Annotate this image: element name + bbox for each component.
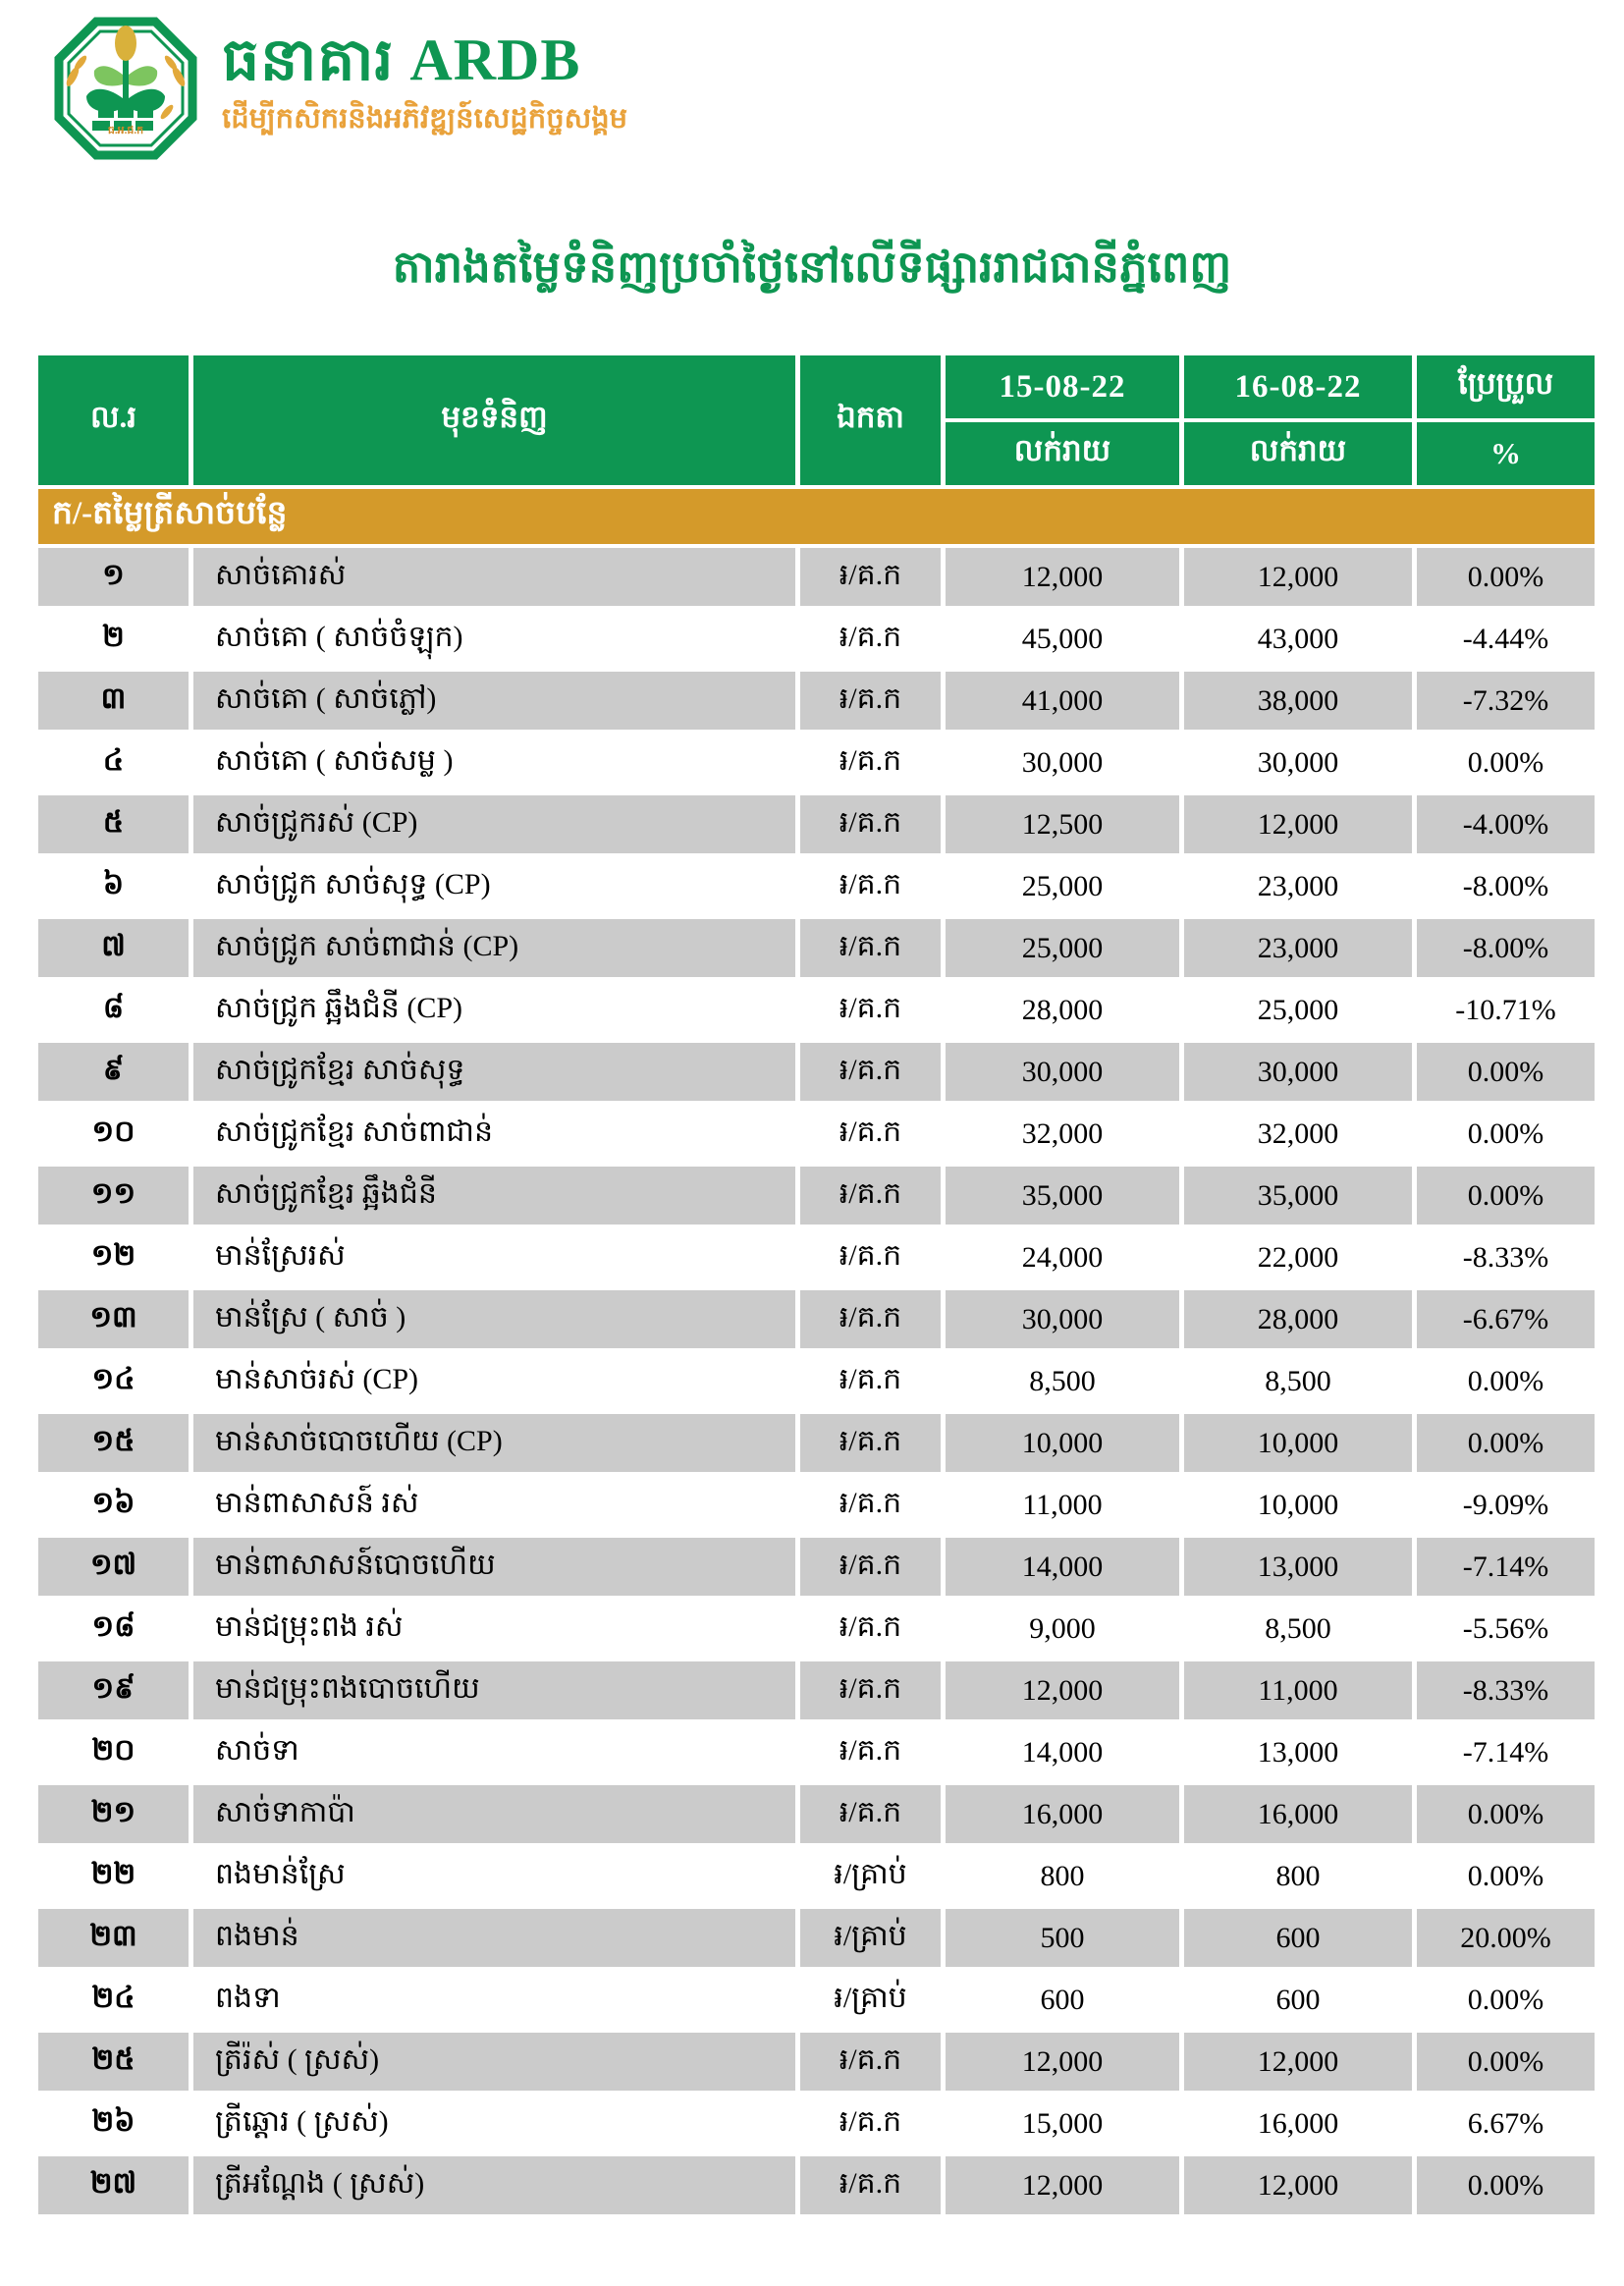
- row-unit: ៛/គ.ក: [800, 672, 941, 730]
- header-date-2: 16-08-22: [1184, 355, 1412, 418]
- row-number: ៦: [38, 857, 189, 915]
- row-price-date1: 28,000: [946, 981, 1179, 1039]
- row-number: ២១: [38, 1785, 189, 1843]
- row-price-date2: 22,000: [1184, 1228, 1412, 1286]
- brand-tagline: ដើម្បីកសិករនិងអភិវឌ្ឍន៍សេដ្ឋកិច្ចសង្គម: [222, 103, 628, 135]
- row-item-name: មាន់ពាសាសន៍ រស់: [193, 1476, 795, 1534]
- logo-badge-text: ធ.អ.ជ.ក: [107, 125, 144, 136]
- row-price-date2: 8,500: [1184, 1600, 1412, 1658]
- row-change-pct: -8.00%: [1417, 919, 1595, 977]
- row-change-pct: -7.32%: [1417, 672, 1595, 730]
- row-price-date2: 12,000: [1184, 548, 1412, 606]
- row-change-pct: 0.00%: [1417, 1971, 1595, 2029]
- table-row: [38, 1538, 1595, 1596]
- row-price-date1: 35,000: [946, 1167, 1179, 1225]
- row-price-date1: 30,000: [946, 734, 1179, 791]
- table-row: [38, 1661, 1595, 1719]
- table-row: [38, 1600, 1595, 1658]
- page-title: តារាងតម្លៃទំនិញប្រចាំថ្ងៃនៅលើទីផ្សាររាជធានីភ្នំពេញ: [392, 243, 1232, 292]
- row-item-name: សាច់ទា: [193, 1723, 795, 1781]
- row-price-date2: 35,000: [1184, 1167, 1412, 1225]
- row-change-pct: 0.00%: [1417, 1105, 1595, 1163]
- row-change-pct: -8.00%: [1417, 857, 1595, 915]
- row-number: ១៦: [38, 1476, 189, 1534]
- row-price-date2: 11,000: [1184, 1661, 1412, 1719]
- row-item-name: មាន់សាច់រស់ (CP): [193, 1352, 795, 1410]
- row-change-pct: 0.00%: [1417, 1352, 1595, 1410]
- row-change-pct: -4.00%: [1417, 795, 1595, 853]
- brand-text: [222, 29, 627, 142]
- header-retail-1: លក់រាយ: [946, 422, 1179, 485]
- row-unit: ៛/គ.ក: [800, 2156, 941, 2214]
- row-number: ១៩: [38, 1661, 189, 1719]
- section-band: ក/-តម្លៃត្រីសាច់បន្លែ: [38, 489, 1595, 544]
- row-change-pct: -8.33%: [1417, 1228, 1595, 1286]
- row-item-name: សាច់គោរស់: [193, 548, 795, 606]
- row-price-date2: 12,000: [1184, 795, 1412, 853]
- row-unit: ៛/គ.ក: [800, 1167, 941, 1225]
- row-price-date1: 10,000: [946, 1414, 1179, 1472]
- row-unit: ៛/គ.ក: [800, 1476, 941, 1534]
- row-change-pct: 0.00%: [1417, 1414, 1595, 1472]
- table-row: [38, 1476, 1595, 1534]
- row-price-date2: 13,000: [1184, 1723, 1412, 1781]
- row-price-date1: 45,000: [946, 610, 1179, 668]
- row-price-date2: 25,000: [1184, 981, 1412, 1039]
- row-price-date2: 600: [1184, 1971, 1412, 2029]
- row-unit: ៛/គ.ក: [800, 1043, 941, 1101]
- table-row: [38, 1909, 1595, 1967]
- row-price-date2: 13,000: [1184, 1538, 1412, 1596]
- row-number: ២០: [38, 1723, 189, 1781]
- row-item-name: ត្រីរ៉ស់ ( ស្រស់): [193, 2033, 795, 2091]
- table-row: [38, 1971, 1595, 2029]
- row-price-date1: 8,500: [946, 1352, 1179, 1410]
- row-item-name: មាន់ជម្រុះពង រស់: [193, 1600, 795, 1658]
- row-unit: ៛/គ.ក: [800, 1228, 941, 1286]
- row-number: ១៧: [38, 1538, 189, 1596]
- table-row: [38, 1352, 1595, 1410]
- row-price-date1: 30,000: [946, 1043, 1179, 1101]
- row-change-pct: 0.00%: [1417, 1847, 1595, 1905]
- row-price-date1: 30,000: [946, 1290, 1179, 1348]
- row-item-name: សាច់ជ្រូក សាច់ពាជាន់ (CP): [193, 919, 795, 977]
- row-unit: ៛/គ.ក: [800, 1785, 941, 1843]
- table-row: [38, 1105, 1595, 1163]
- row-number: ១១: [38, 1167, 189, 1225]
- row-number: ២៣: [38, 1909, 189, 1967]
- row-change-pct: 0.00%: [1417, 1043, 1595, 1101]
- row-price-date1: 41,000: [946, 672, 1179, 730]
- table-row: [38, 981, 1595, 1039]
- row-item-name: ត្រីអណ្ដែង ( ស្រស់): [193, 2156, 795, 2214]
- row-change-pct: -7.14%: [1417, 1723, 1595, 1781]
- row-item-name: សាច់ជ្រូក ឆ្អឹងជំនី (CP): [193, 981, 795, 1039]
- row-number: ២៤: [38, 1971, 189, 2029]
- row-number: ១០: [38, 1105, 189, 1163]
- row-price-date2: 10,000: [1184, 1476, 1412, 1534]
- price-table: [38, 355, 1595, 2218]
- table-row: [38, 2095, 1595, 2152]
- row-item-name: មាន់ស្រែរស់: [193, 1228, 795, 1286]
- table-row: [38, 734, 1595, 791]
- row-item-name: ពងមាន់ស្រែ: [193, 1847, 795, 1905]
- row-unit: ៛/គ.ក: [800, 734, 941, 791]
- row-number: ៩: [38, 1043, 189, 1101]
- row-item-name: ពងមាន់: [193, 1909, 795, 1967]
- row-item-name: ត្រីឆ្ដោរ ( ស្រស់): [193, 2095, 795, 2152]
- row-unit: ៛/គ.ក: [800, 610, 941, 668]
- row-number: ១៥: [38, 1414, 189, 1472]
- row-unit: ៛/គ.ក: [800, 548, 941, 606]
- row-change-pct: 0.00%: [1417, 734, 1595, 791]
- row-price-date2: 12,000: [1184, 2033, 1412, 2091]
- row-price-date1: 15,000: [946, 2095, 1179, 2152]
- row-unit: ៛/គ.ក: [800, 795, 941, 853]
- row-item-name: ពងទា: [193, 1971, 795, 2029]
- table-row: [38, 919, 1595, 977]
- row-unit: ៛/គ.ក: [800, 1290, 941, 1348]
- row-price-date1: 25,000: [946, 919, 1179, 977]
- row-price-date2: 23,000: [1184, 857, 1412, 915]
- row-price-date1: 800: [946, 1847, 1179, 1905]
- row-change-pct: 0.00%: [1417, 2156, 1595, 2214]
- header-date-1: 15-08-22: [946, 355, 1179, 418]
- row-change-pct: -5.56%: [1417, 1600, 1595, 1658]
- row-change-pct: -9.09%: [1417, 1476, 1595, 1534]
- header-unit: ឯកតា: [800, 355, 941, 485]
- row-number: ១៨: [38, 1600, 189, 1658]
- brand-name: ធនាគារ ARDB: [222, 27, 581, 92]
- row-change-pct: -7.14%: [1417, 1538, 1595, 1596]
- row-price-date2: 600: [1184, 1909, 1412, 1967]
- row-number: ១២: [38, 1228, 189, 1286]
- row-item-name: មាន់ពាសាសន៍បោចហើយ: [193, 1538, 795, 1596]
- row-price-date1: 14,000: [946, 1538, 1179, 1596]
- row-unit: ៛/គ.ក: [800, 1723, 941, 1781]
- table-row: [38, 672, 1595, 730]
- header-no: ល.រ: [38, 355, 189, 485]
- row-unit: ៛/គ.ក: [800, 981, 941, 1039]
- table-row: [38, 1290, 1595, 1348]
- row-price-date2: 10,000: [1184, 1414, 1412, 1472]
- row-price-date2: 28,000: [1184, 1290, 1412, 1348]
- row-price-date2: 8,500: [1184, 1352, 1412, 1410]
- table-row: [38, 1414, 1595, 1472]
- row-item-name: សាច់គោ ( សាច់សម្ល ): [193, 734, 795, 791]
- row-number: ៨: [38, 981, 189, 1039]
- table-row: [38, 1723, 1595, 1781]
- row-number: ៣: [38, 672, 189, 730]
- table-body: [38, 548, 1595, 2214]
- row-price-date2: 30,000: [1184, 1043, 1412, 1101]
- table-row: [38, 1228, 1595, 1286]
- header-percent: %: [1417, 422, 1595, 485]
- row-unit: ៛/គ.ក: [800, 1105, 941, 1163]
- row-item-name: សាច់ជ្រូកខ្មែរ សាច់សុទ្ធ: [193, 1043, 795, 1101]
- row-change-pct: 0.00%: [1417, 1167, 1595, 1225]
- row-price-date1: 32,000: [946, 1105, 1179, 1163]
- logo-plant: [86, 26, 165, 118]
- row-unit: ៛/គ្រាប់: [800, 1847, 941, 1905]
- row-item-name: សាច់ជ្រូកខ្មែរ សាច់ពាជាន់: [193, 1105, 795, 1163]
- row-item-name: សាច់គោ ( សាច់ភ្លៅ): [193, 672, 795, 730]
- table-row: [38, 2156, 1595, 2214]
- row-price-date1: 12,000: [946, 1661, 1179, 1719]
- row-number: ២២: [38, 1847, 189, 1905]
- table-row: [38, 1043, 1595, 1101]
- row-number: ១: [38, 548, 189, 606]
- row-price-date1: 24,000: [946, 1228, 1179, 1286]
- ardb-logo-icon: [51, 14, 200, 163]
- row-change-pct: -8.33%: [1417, 1661, 1595, 1719]
- row-number: ១៣: [38, 1290, 189, 1348]
- row-change-pct: -10.71%: [1417, 981, 1595, 1039]
- row-number: ២: [38, 610, 189, 668]
- row-change-pct: 6.67%: [1417, 2095, 1595, 2152]
- row-number: ៥: [38, 795, 189, 853]
- row-item-name: សាច់គោ ( សាច់ចំឡុក): [193, 610, 795, 668]
- row-price-date1: 16,000: [946, 1785, 1179, 1843]
- table-row: [38, 857, 1595, 915]
- row-number: ២៥: [38, 2033, 189, 2091]
- row-price-date2: 32,000: [1184, 1105, 1412, 1163]
- brand-header: [51, 14, 627, 163]
- row-unit: ៛/គ.ក: [800, 1661, 941, 1719]
- table-row: [38, 795, 1595, 853]
- row-price-date2: 30,000: [1184, 734, 1412, 791]
- row-unit: ៛/គ.ក: [800, 1352, 941, 1410]
- header-retail-2: លក់រាយ: [1184, 422, 1412, 485]
- row-price-date1: 500: [946, 1909, 1179, 1967]
- table-row: [38, 1847, 1595, 1905]
- table-header: [38, 355, 1595, 485]
- row-change-pct: -6.67%: [1417, 1290, 1595, 1348]
- row-price-date2: 12,000: [1184, 2156, 1412, 2214]
- row-unit: ៛/គ.ក: [800, 857, 941, 915]
- row-item-name: សាច់ទាកាប៉ា: [193, 1785, 795, 1843]
- row-price-date1: 12,000: [946, 548, 1179, 606]
- row-price-date2: 38,000: [1184, 672, 1412, 730]
- row-change-pct: 0.00%: [1417, 548, 1595, 606]
- row-price-date1: 600: [946, 1971, 1179, 2029]
- row-item-name: មាន់សាច់បោចហើយ (CP): [193, 1414, 795, 1472]
- row-price-date1: 12,500: [946, 795, 1179, 853]
- table-row: [38, 1167, 1595, 1225]
- table-row: [38, 1785, 1595, 1843]
- row-item-name: សាច់ជ្រូកខ្មែរ ឆ្អឹងជំនី: [193, 1167, 795, 1225]
- table-row: [38, 610, 1595, 668]
- row-item-name: សាច់ជ្រូករស់ (CP): [193, 795, 795, 853]
- row-price-date1: 25,000: [946, 857, 1179, 915]
- row-price-date1: 12,000: [946, 2033, 1179, 2091]
- row-unit: ៛/គ្រាប់: [800, 1909, 941, 1967]
- row-change-pct: 20.00%: [1417, 1909, 1595, 1967]
- header-change: ប្រែប្រួល: [1417, 355, 1595, 418]
- row-item-name: មាន់ស្រែ ( សាច់ ): [193, 1290, 795, 1348]
- table-row: [38, 548, 1595, 606]
- row-number: ១៤: [38, 1352, 189, 1410]
- row-change-pct: -4.44%: [1417, 610, 1595, 668]
- row-price-date2: 800: [1184, 1847, 1412, 1905]
- row-price-date2: 16,000: [1184, 1785, 1412, 1843]
- row-item-name: សាច់ជ្រូក សាច់សុទ្ធ (CP): [193, 857, 795, 915]
- row-number: ៤: [38, 734, 189, 791]
- row-unit: ៛/គ.ក: [800, 2033, 941, 2091]
- row-unit: ៛/គ.ក: [800, 919, 941, 977]
- row-price-date2: 16,000: [1184, 2095, 1412, 2152]
- row-unit: ៛/គ.ក: [800, 1414, 941, 1472]
- row-number: ២៧: [38, 2156, 189, 2214]
- row-price-date1: 14,000: [946, 1723, 1179, 1781]
- header-item: មុខទំនិញ: [193, 355, 795, 485]
- row-price-date1: 12,000: [946, 2156, 1179, 2214]
- row-unit: ៛/គ.ក: [800, 1538, 941, 1596]
- row-price-date1: 11,000: [946, 1476, 1179, 1534]
- row-item-name: មាន់ជម្រុះពងបោចហើយ: [193, 1661, 795, 1719]
- row-unit: ៛/គ្រាប់: [800, 1971, 941, 2029]
- row-price-date1: 9,000: [946, 1600, 1179, 1658]
- row-change-pct: 0.00%: [1417, 2033, 1595, 2091]
- row-unit: ៛/គ.ក: [800, 1600, 941, 1658]
- row-price-date2: 43,000: [1184, 610, 1412, 668]
- row-number: ២៦: [38, 2095, 189, 2152]
- table-row: [38, 2033, 1595, 2091]
- row-price-date2: 23,000: [1184, 919, 1412, 977]
- row-unit: ៛/គ.ក: [800, 2095, 941, 2152]
- row-change-pct: 0.00%: [1417, 1785, 1595, 1843]
- row-number: ៧: [38, 919, 189, 977]
